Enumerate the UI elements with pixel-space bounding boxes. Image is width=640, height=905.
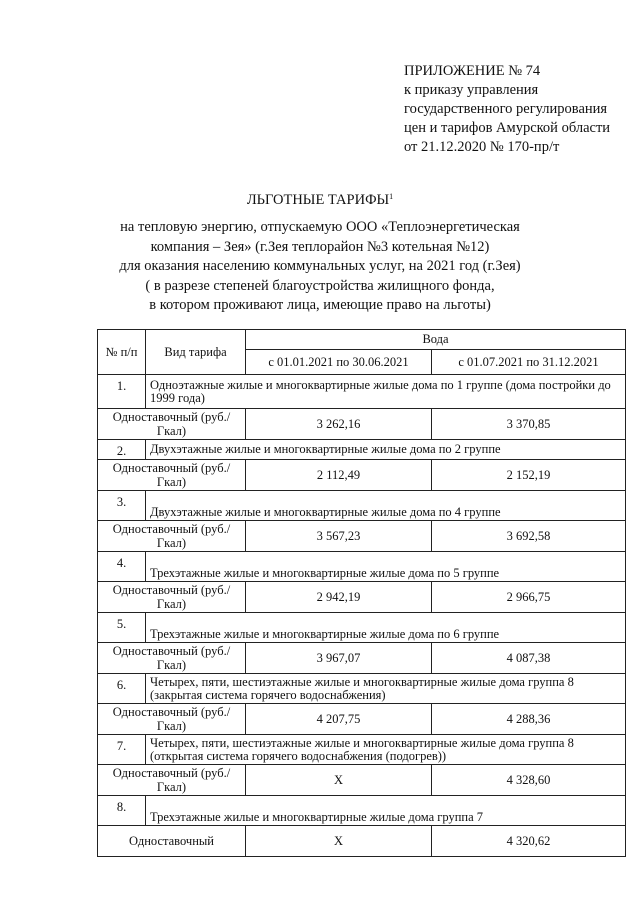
group-description: Одноэтажные жилые и многоквартирные жилые дома по 1 группе (дома постройки до 1999 года): [146, 375, 626, 409]
group-description: Двухэтажные жилые и многоквартирные жилые дома по 2 группе: [146, 440, 626, 460]
appendix-block: [404, 62, 610, 157]
tariff-value-period-2: 4 320,62: [432, 826, 626, 857]
group-row: [98, 674, 626, 704]
group-row: [98, 440, 626, 460]
group-number: 6.: [98, 674, 146, 704]
tariff-table: [97, 329, 626, 857]
tariff-value-period-2: 3 692,58: [432, 521, 626, 552]
group-row: [98, 613, 626, 643]
tariff-value-period-2: 4 288,36: [432, 704, 626, 735]
group-row: [98, 735, 626, 765]
document-title: [0, 192, 640, 209]
group-number: 8.: [98, 796, 146, 826]
group-row: [98, 552, 626, 582]
group-number: 1.: [98, 375, 146, 409]
tariff-name: Одноставочный: [98, 826, 246, 857]
tariff-row: [98, 521, 626, 552]
tariff-value-period-2: 2 966,75: [432, 582, 626, 613]
appendix-line: к приказу управления: [404, 82, 539, 98]
subtitle-line: компания – Зея» (г.Зея теплорайон №3 котельная №12): [150, 238, 490, 255]
appendix-title: ПРИЛОЖЕНИЕ № 74: [404, 63, 541, 79]
tariff-value-period-2: 4 087,38: [432, 643, 626, 674]
tariff-value-period-1: 4 207,75: [246, 704, 432, 735]
tariff-value-period-1: 3 567,23: [246, 521, 432, 552]
appendix-line: государственного регулирования: [404, 101, 608, 117]
tariff-value-period-1: Х: [246, 765, 432, 796]
subtitle-line: на тепловую энергию, отпускаемую ООО «Теплоэнергетическая: [120, 219, 520, 235]
tariff-row: [98, 460, 626, 491]
tariff-name: Одноставочный (руб./Гкал): [98, 409, 246, 440]
tariff-name: Одноставочный (руб./Гкал): [98, 460, 246, 491]
group-number: 4.: [98, 552, 146, 582]
group-number: 3.: [98, 491, 146, 521]
group-description: Трехэтажные жилые и многоквартирные жилые дома по 6 группе: [146, 613, 626, 643]
tariff-value-period-2: 4 328,60: [432, 765, 626, 796]
group-number: 7.: [98, 735, 146, 765]
header-number: № п/п: [98, 330, 146, 375]
subtitle-line: ( в разрезе степеней благоустройства жилищного фонда,: [145, 277, 495, 294]
group-number: 5.: [98, 613, 146, 643]
tariff-row: [98, 409, 626, 440]
document-subtitle: [60, 218, 580, 316]
group-row: [98, 375, 626, 409]
tariff-value-period-1: 3 262,16: [246, 409, 432, 440]
header-tariff-type: Вид тарифа: [146, 330, 246, 375]
group-number: 2.: [98, 440, 146, 460]
appendix-line: цен и тарифов Амурской области: [404, 120, 611, 136]
group-description: Трехэтажные жилые и многоквартирные жилые дома по 5 группе: [146, 552, 626, 582]
tariff-row: [98, 643, 626, 674]
group-description: Трехэтажные жилые и многоквартирные жилые дома группа 7: [146, 796, 626, 826]
footnote-mark: 1: [389, 192, 394, 201]
tariff-value-period-2: 3 370,85: [432, 409, 626, 440]
group-description: Двухэтажные жилые и многоквартирные жилые дома по 4 группе: [146, 491, 626, 521]
tariff-row: [98, 704, 626, 735]
group-row: [98, 491, 626, 521]
tariff-row: [98, 582, 626, 613]
tariff-row: [98, 826, 626, 857]
tariff-name: Одноставочный (руб./Гкал): [98, 704, 246, 735]
tariff-name: Одноставочный (руб./Гкал): [98, 765, 246, 796]
subtitle-line: в котором проживают лица, имеющие право на льготы): [149, 297, 491, 313]
header-water: Вода: [246, 330, 626, 350]
tariff-value-period-2: 2 152,19: [432, 460, 626, 491]
group-description: Четырех, пяти, шестиэтажные жилые и многоквартирные жилые дома группа 8 (открытая система горячего водоснабжения (подогрев)): [146, 735, 626, 765]
tariff-value-period-1: 3 967,07: [246, 643, 432, 674]
tariff-name: Одноставочный (руб./Гкал): [98, 521, 246, 552]
tariff-value-period-1: Х: [246, 826, 432, 857]
header-period-1: с 01.01.2021 по 30.06.2021: [246, 350, 432, 375]
group-row: [98, 796, 626, 826]
tariff-row: [98, 765, 626, 796]
tariff-value-period-1: 2 112,49: [246, 460, 432, 491]
header-period-2: с 01.07.2021 по 31.12.2021: [432, 350, 626, 375]
appendix-line: от 21.12.2020 № 170-пр/т: [404, 139, 560, 155]
tariff-name: Одноставочный (руб./Гкал): [98, 582, 246, 613]
tariff-name: Одноставочный (руб./Гкал): [98, 643, 246, 674]
subtitle-line: для оказания населению коммунальных услуг, на 2021 год (г.Зея): [119, 258, 521, 274]
group-description: Четырех, пяти, шестиэтажные жилые и многоквартирные жилые дома группа 8 (закрытая система горячего водоснабжения): [146, 674, 626, 704]
document-title-text: ЛЬГОТНЫЕ ТАРИФЫ: [246, 192, 390, 208]
tariff-value-period-1: 2 942,19: [246, 582, 432, 613]
